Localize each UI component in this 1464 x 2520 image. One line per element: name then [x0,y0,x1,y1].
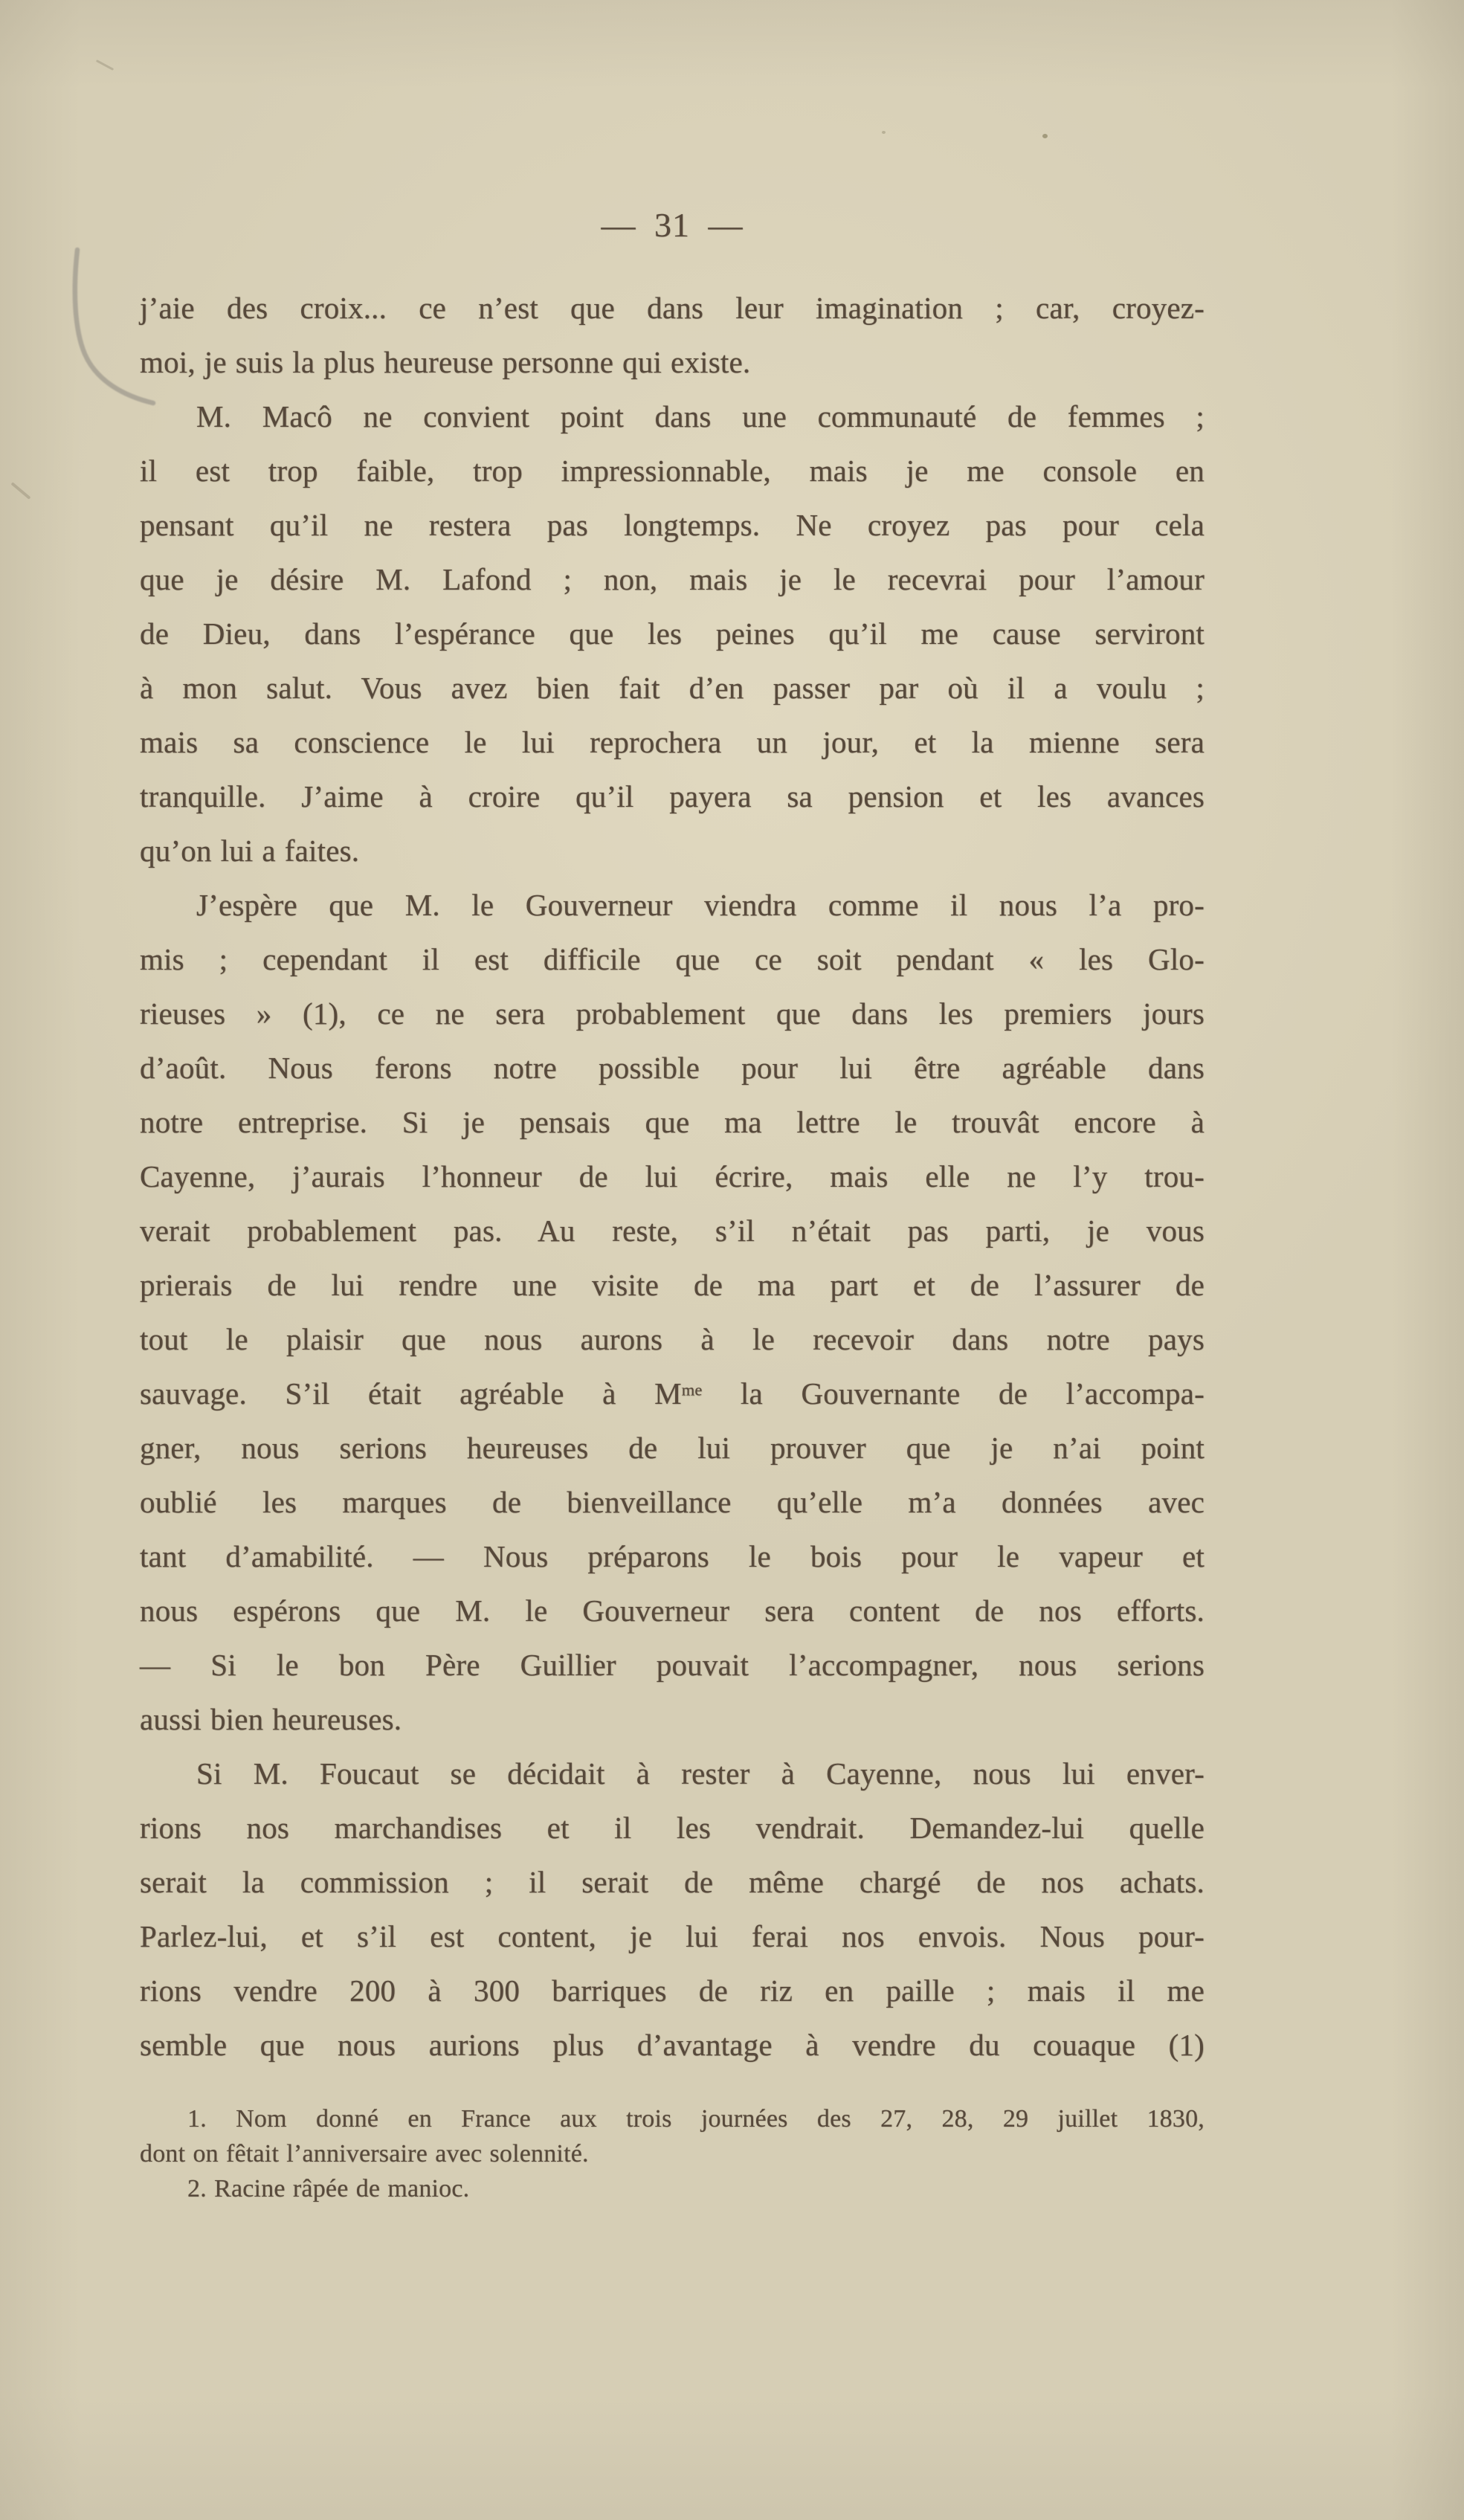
paper-scratch [10,482,30,500]
text-line: prierais de lui rendre une visite de ma part et de l’assurer de [140,1268,1205,1302]
text-line: semble que nous aurions plus d’avantage à vendre du couaque (1) [140,2028,1205,2062]
text-line: Si M. Foucaut se décidait à rester à Cayenne, nous lui enver- [196,1756,1205,1791]
text-line: à mon salut. Vous avez bien fait d’en passer par où il a voulu ; [140,671,1205,705]
text-line: M. Macô ne convient point dans une communauté de femmes ; [196,399,1205,434]
body-text [140,281,1205,2072]
text-line: serait la commission ; il serait de même chargé de nos achats. [140,1865,1205,1899]
paper-scratch [96,59,114,71]
text-line: Cayenne, j’aurais l’honneur de lui écrire, mais elle ne l’y trou- [140,1159,1205,1193]
paper-speck [882,131,886,134]
text-line: que je désire M. Lafond ; non, mais je le recevrai pour l’amour [140,562,1205,596]
text-line: sauvage. S’il était agréable à $M^{me}$ la Gouvernante de l’accompa- [140,1376,1205,1411]
text-line: rions nos marchandises et il les vendrait. Demandez-lui quelle [140,1811,1205,1845]
text-line: rions vendre 200 à 300 barriques de riz en paille ; mais il me [140,1973,1205,2008]
text-line: j’aie des croix... ce n’est que dans leur imagination ; car, croyez- [140,291,1205,325]
text-line: 2. Racine râpée de manioc. [187,2175,470,2202]
page-number: — 31 — [601,206,744,244]
text-line: verait probablement pas. Au reste, s’il n’était pas parti, je vous [140,1214,1205,1248]
text-line: 1. Nom donné en France aux trois journées des 27, 28, 29 juillet 1830, [187,2105,1205,2133]
text-line: oublié les marques de bienveillance qu’elle m’a données avec [140,1485,1205,1519]
text-line: pensant qu’il ne restera pas longtemps. Ne croyez pas pour cela [140,508,1205,542]
text-line: J’espère que M. le Gouverneur viendra comme il nous l’a pro- [196,888,1205,922]
text-line: tant d’amabilité. — Nous préparons le bois pour le vapeur et [140,1539,1205,1573]
text-line: gner, nous serions heureuses de lui prouver que je n’ai point [140,1431,1205,1465]
text-line: rieuses » (1), ce ne sera probablement que dans les premiers jours [140,996,1205,1031]
text-line: il est trop faible, trop impressionnable, mais je me console en [140,454,1205,488]
footnotes [140,2101,1205,2206]
paper-speck [1042,134,1048,138]
text-line: aussi bien heureuses. [140,1702,402,1736]
text-line: qu’on lui a faites. [140,834,360,868]
text-line: tranquille. J’aime à croire qu’il payera sa pension et les avances [140,779,1205,813]
text-line: notre entreprise. Si je pensais que ma lettre le trouvât encore à [140,1105,1205,1139]
text-line: moi, je suis la plus heureuse personne qui existe. [140,345,751,379]
text-line: dont on fêtait l’anniversaire avec solennité. [140,2140,589,2168]
text-line: tout le plaisir que nous aurons à le recevoir dans notre pays [140,1322,1205,1356]
text-line: d’août. Nous ferons notre possible pour lui être agréable dans [140,1051,1205,1085]
text-line: de Dieu, dans l’espérance que les peines qu’il me cause serviront [140,616,1205,651]
text-line: nous espérons que M. le Gouverneur sera content de nos efforts. [140,1593,1205,1628]
text-line: mais sa conscience le lui reprochera un jour, et la mienne sera [140,725,1205,759]
text-line: mis ; cependant il est difficile que ce soit pendant « les Glo- [140,942,1205,976]
text-line: — Si le bon Père Guillier pouvait l’accompagner, nous serions [140,1648,1205,1682]
text-line: Parlez-lui, et s’il est content, je lui ferai nos envois. Nous pour- [140,1919,1205,1953]
